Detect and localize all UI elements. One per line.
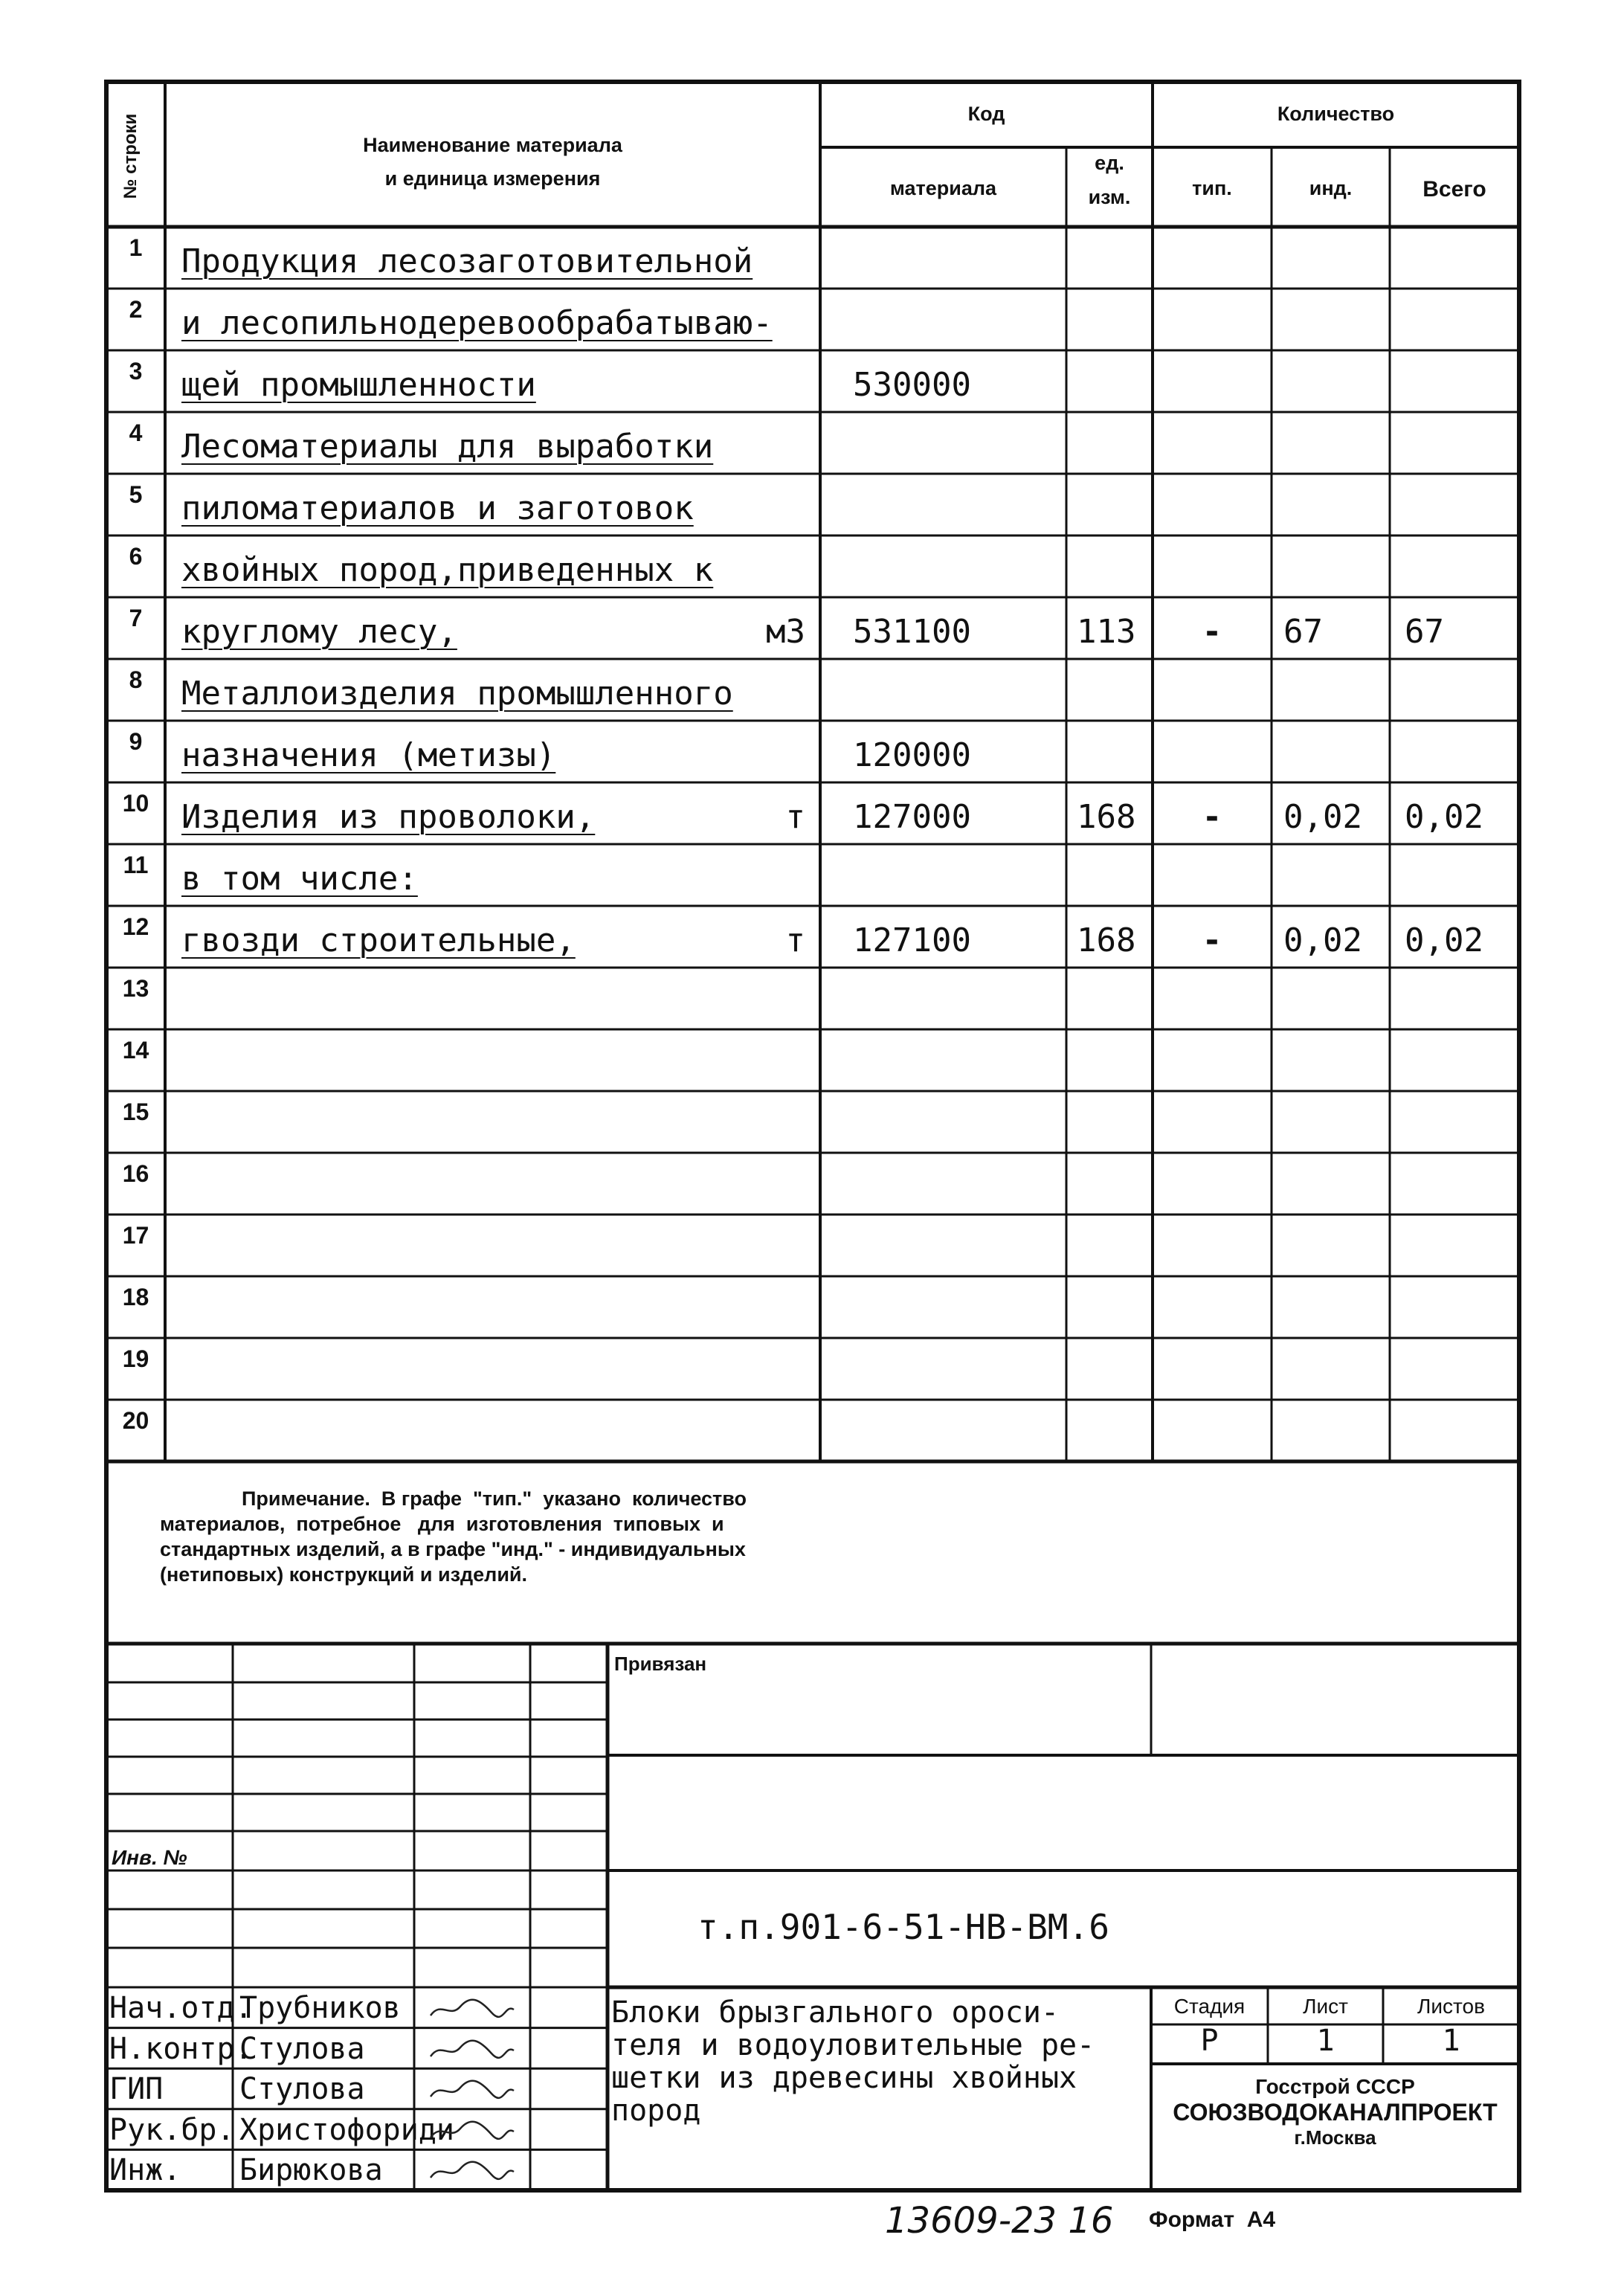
drawing-title-line-3: шетки из древесины хвойных — [611, 2061, 1077, 2095]
row-material-code: 127000 — [853, 798, 971, 836]
drawing-title-line-2: теля и водоуловительные ре- — [611, 2028, 1095, 2062]
header-unit-line1: ед. — [1095, 152, 1124, 174]
note-line-4: (нетиповых) конструкций и изделий. — [160, 1563, 528, 1586]
row-number: 15 — [122, 1098, 149, 1125]
row-material-name: щей промышленности — [181, 366, 536, 404]
row-unit-code: 113 — [1077, 613, 1136, 651]
row-number: 2 — [129, 296, 143, 323]
header-name-line1: Наименование материала — [363, 134, 622, 156]
signature-scribble — [428, 1996, 517, 2026]
drawing-title-line-1: Блоки брызгального ороси- — [611, 1995, 1060, 2030]
row-number: 14 — [122, 1037, 149, 1064]
header-row-number: № строки — [120, 113, 141, 199]
row-number: 4 — [129, 419, 143, 446]
row-material-name: Металлоизделия промышленного — [181, 675, 733, 712]
row-number: 6 — [129, 543, 143, 570]
row-qty-total: 0,02 — [1405, 921, 1483, 959]
row-number: 7 — [129, 605, 143, 631]
drawing-title — [611, 1996, 1095, 2127]
note-line-3: стандартных изделий, а в графе "инд." - индивидуальных — [160, 1538, 746, 1560]
row-qty-total: 0,02 — [1405, 798, 1483, 836]
organization-name: СОЮЗВОДОКАНАЛПРОЕКТ — [1173, 2099, 1498, 2126]
inventory-number-label: Инв. № — [112, 1846, 187, 1869]
row-number: 5 — [129, 481, 143, 508]
signature-scribble — [428, 2037, 517, 2067]
note-line-1: Примечание. В графе "тип." указано количество — [242, 1487, 747, 1510]
row-material-name: Изделия из проволоки, — [181, 798, 596, 836]
row-material-code: 120000 — [853, 736, 971, 774]
row-material-code: 530000 — [853, 366, 971, 404]
organization-parent: Госстрой СССР — [1255, 2075, 1415, 2098]
signer-role: Нач.отд. — [109, 1991, 253, 2025]
header-quantity: Количество — [1277, 103, 1395, 125]
row-number: 8 — [129, 666, 143, 693]
signer-role: Рук.бр. — [109, 2112, 235, 2147]
row-unit-code: 168 — [1077, 798, 1136, 836]
attached-label: Привязан — [614, 1653, 707, 1675]
signer-role: Инж. — [109, 2153, 181, 2188]
sheets-label: Листов — [1417, 1995, 1485, 2018]
row-number: 16 — [122, 1160, 149, 1187]
note — [160, 1486, 1052, 1587]
row-number: 11 — [123, 852, 149, 878]
signer-role: ГИП — [109, 2072, 164, 2107]
row-number: 9 — [129, 728, 143, 755]
sheets-value: 1 — [1442, 2024, 1460, 2058]
header-total: Всего — [1422, 177, 1486, 202]
header-code: Код — [967, 103, 1005, 125]
row-qty-ind: 0,02 — [1283, 798, 1362, 836]
row-material-name: круглому лесу, — [181, 613, 457, 651]
header-ind: инд. — [1309, 177, 1353, 199]
row-material-name: Лесоматериалы для выработки — [181, 428, 714, 466]
row-number: 20 — [122, 1407, 149, 1434]
row-number: 12 — [122, 913, 149, 940]
row-material-name: пиломатериалов и заготовок — [181, 489, 694, 527]
row-qty-ind: 67 — [1283, 613, 1323, 651]
row-unit: т — [785, 921, 805, 959]
row-material-name: и лесопильнодеревообрабатываю- — [181, 304, 773, 342]
row-number: 18 — [122, 1284, 149, 1310]
row-material-name: назначения (метизы) — [181, 736, 556, 774]
row-unit: м3 — [766, 613, 805, 651]
organization-city: г.Москва — [1294, 2126, 1376, 2149]
row-number: 10 — [122, 790, 149, 817]
header-typ: тип. — [1192, 177, 1232, 199]
header-material: материала — [889, 177, 997, 199]
row-material-code: 531100 — [853, 613, 971, 651]
paper-format: Формат А4 — [1149, 2207, 1276, 2232]
signer-name: Бирюкова — [239, 2153, 383, 2188]
row-material-name: Продукция лесозаготовительной — [181, 242, 753, 280]
header-unit-line2: изм. — [1088, 186, 1131, 208]
row-unit: т — [785, 798, 805, 836]
drawing-title-line-4: пород — [611, 2094, 701, 2128]
row-number: 13 — [122, 975, 149, 1002]
row-qty-ind: 0,02 — [1283, 921, 1362, 959]
row-qty-typ: - — [1202, 921, 1222, 959]
stage-label: Стадия — [1173, 1995, 1246, 2018]
signer-name: Стулова — [239, 2072, 365, 2107]
row-number: 19 — [122, 1345, 149, 1372]
row-number: 17 — [122, 1222, 149, 1249]
note-line-2: материалов, потребное для изготовления типовых и — [160, 1513, 724, 1535]
stage-value: Р — [1200, 2024, 1219, 2058]
signature-scribble — [428, 2077, 517, 2107]
signer-name: Трубников — [239, 1991, 401, 2025]
document-code: т.п.901-6-51-НВ-ВМ.6 — [697, 1907, 1109, 1947]
row-material-code: 127100 — [853, 921, 971, 959]
sheet-label: Лист — [1303, 1995, 1348, 2018]
header-name-line2: и единица измерения — [384, 167, 601, 190]
signer-name: Стулова — [239, 2031, 365, 2066]
sheet-value: 1 — [1316, 2024, 1335, 2058]
row-material-name: хвойных пород,приведенных к — [181, 551, 714, 589]
signer-name: Христофориди — [239, 2112, 454, 2147]
signature-scribble — [428, 2158, 517, 2188]
row-qty-typ: - — [1202, 798, 1222, 836]
signature-scribble — [428, 2118, 517, 2148]
row-unit-code: 168 — [1077, 921, 1136, 959]
row-number: 1 — [129, 234, 143, 261]
row-material-name: гвозди строительные, — [181, 921, 576, 959]
archive-stamp: 13609-23 16 — [885, 2200, 1114, 2242]
row-qty-total: 67 — [1405, 613, 1444, 651]
row-number: 3 — [129, 358, 143, 385]
signer-role: Н.контр. — [109, 2031, 253, 2066]
organization — [1151, 2075, 1519, 2149]
row-material-name: в том числе: — [181, 860, 418, 898]
row-qty-typ: - — [1202, 613, 1222, 651]
